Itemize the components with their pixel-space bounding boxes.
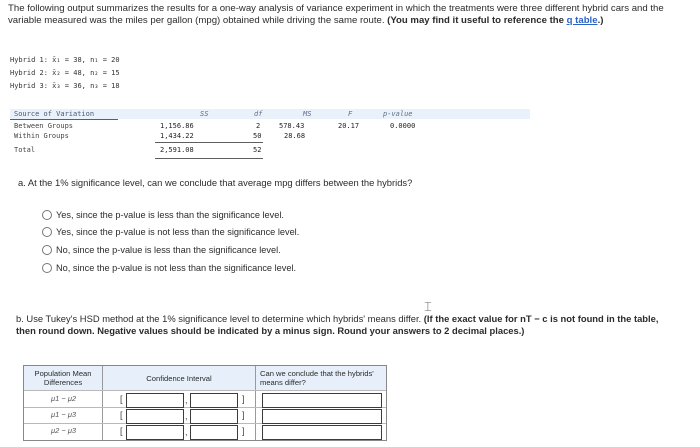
hybrid-3-label: Hybrid 3: — [10, 82, 48, 90]
tukey-row-1-lower-input[interactable] — [126, 393, 184, 408]
hybrid-1-label: Hybrid 1: — [10, 56, 48, 64]
tukey-header-rule — [24, 390, 386, 391]
hybrid-3-n: n₃ = 18 — [90, 82, 120, 90]
close-bracket-icon: ] — [242, 394, 245, 404]
anova-row-within-label: Within Groups — [14, 132, 69, 140]
tukey-divider-1 — [102, 366, 103, 440]
tukey-header-conclude — [256, 366, 386, 390]
tukey-header-interval-label: Confidence Interval — [146, 373, 212, 383]
tukey-divider-2 — [255, 366, 256, 440]
intro-text: The following output summarizes the results for a one-way analysis of variance experiment in which the treatments were three different hybrid cars and the variable measured was the miles per gallon (mpg) obtained while driving the same route. — [8, 3, 664, 26]
tukey-header-differences-label: Population Mean Differences — [34, 369, 92, 387]
comma-separator: , — [185, 411, 188, 421]
anova-row-between-p: 0.0000 — [390, 122, 416, 130]
anova-rule — [10, 119, 118, 120]
option-a-3[interactable] — [42, 245, 281, 255]
anova-row-between-f: 20.17 — [338, 122, 360, 130]
tukey-row-2-lower-input[interactable] — [126, 409, 184, 424]
tukey-row-2-label: μ1 − μ3 — [51, 410, 77, 419]
tukey-header-differences — [24, 366, 102, 390]
option-a-1-label: Yes, since the p-value is less than the significance level. — [56, 210, 284, 220]
anova-header-f: F — [348, 110, 353, 118]
hybrid-1-n: n₁ = 20 — [90, 56, 120, 64]
question-b-instructions: (If the exact value for nT − c is not found in the table, then round down. Negative values should be indicated by a minus sign. Round your answers to 2 decimal places.) — [16, 313, 659, 336]
tukey-answer-table — [23, 365, 387, 441]
close-bracket-icon: ] — [242, 426, 245, 436]
radio-icon[interactable] — [42, 263, 52, 273]
option-a-2[interactable] — [42, 227, 299, 237]
mouse-cursor-icon: ⌶ — [424, 299, 432, 314]
hybrid-2-mean: x̄₂ = 48, — [52, 69, 86, 77]
problem-intro — [8, 3, 693, 26]
anova-header-ss: SS — [200, 110, 209, 118]
anova-header-p: p-value — [383, 110, 413, 118]
anova-row-between-label: Between Groups — [14, 122, 74, 130]
question-b-text: b. Use Tukey's HSD method at the 1% significance level to determine which hybrids' means differ. — [16, 313, 422, 324]
tukey-row-3-upper-input[interactable] — [190, 425, 238, 440]
hybrid-3-mean: x̄₃ = 36, — [52, 82, 86, 90]
question-b-prompt — [16, 313, 676, 336]
tukey-row-1-upper-input[interactable] — [190, 393, 238, 408]
anova-row-within-ms: 28.68 — [284, 132, 306, 140]
anova-row-between-df: 2 — [256, 122, 261, 130]
anova-row-within-df: 50 — [253, 132, 262, 140]
anova-header-ms: MS — [303, 110, 312, 118]
radio-icon[interactable] — [42, 210, 52, 220]
anova-row-between-ss: 1,156.86 — [160, 122, 194, 130]
option-a-4-label: No, since the p-value is not less than the significance level. — [56, 263, 297, 273]
anova-row-between-ms: 578.43 — [279, 122, 305, 130]
anova-header-df: df — [254, 110, 263, 118]
tukey-header-conclude-label: Can we conclude that the hybrids' means differ? — [260, 369, 374, 387]
tukey-row-2-conclude-select[interactable] — [262, 409, 382, 424]
tukey-row-3-label: μ2 − μ3 — [51, 426, 77, 435]
anova-row-total-label: Total — [14, 146, 36, 154]
intro-bold-note: (You may find it useful to reference the — [387, 14, 564, 26]
tukey-row-3-lower-input[interactable] — [126, 425, 184, 440]
hybrid-1-mean: x̄₁ = 38, — [52, 56, 86, 64]
open-bracket-icon: [ — [120, 410, 123, 420]
comma-separator: , — [185, 395, 188, 405]
tukey-row-1-conclude-select[interactable] — [262, 393, 382, 408]
comma-separator: , — [185, 427, 188, 437]
hybrid-2-label: Hybrid 2: — [10, 69, 48, 77]
question-a-prompt: a. At the 1% significance level, can we conclude that average mpg differs between the hybrids? — [18, 177, 413, 188]
tukey-row-3-conclude-select[interactable] — [262, 425, 382, 440]
tukey-header-interval — [103, 366, 255, 390]
anova-total-rule — [155, 142, 263, 143]
hybrid-1-line — [10, 56, 120, 65]
tukey-row-1-label: μ1 − μ2 — [51, 394, 77, 403]
option-a-3-label: No, since the p-value is less than the significance level. — [56, 245, 281, 255]
open-bracket-icon: [ — [120, 394, 123, 404]
option-a-1[interactable] — [42, 210, 284, 220]
anova-header-source: Source of Variation — [14, 110, 95, 118]
option-a-2-label: Yes, since the p-value is not less than the significance level. — [56, 227, 300, 237]
tukey-row-2-upper-input[interactable] — [190, 409, 238, 424]
anova-row-total-ss: 2,591.08 — [160, 146, 194, 154]
option-a-4[interactable] — [42, 263, 296, 273]
anova-table — [10, 109, 530, 162]
q-table-link[interactable]: q table — [566, 14, 598, 26]
close-bracket-icon: ] — [242, 410, 245, 420]
radio-icon[interactable] — [42, 227, 52, 237]
hybrid-2-line — [10, 69, 120, 78]
intro-bold-end: .) — [597, 14, 604, 26]
anova-row-within-ss: 1,434.22 — [160, 132, 194, 140]
hybrid-2-n: n₂ = 15 — [90, 69, 120, 77]
anova-bottom-rule — [155, 158, 263, 159]
hybrid-3-line — [10, 82, 120, 91]
anova-row-total-df: 52 — [253, 146, 262, 154]
radio-icon[interactable] — [42, 245, 52, 255]
open-bracket-icon: [ — [120, 426, 123, 436]
